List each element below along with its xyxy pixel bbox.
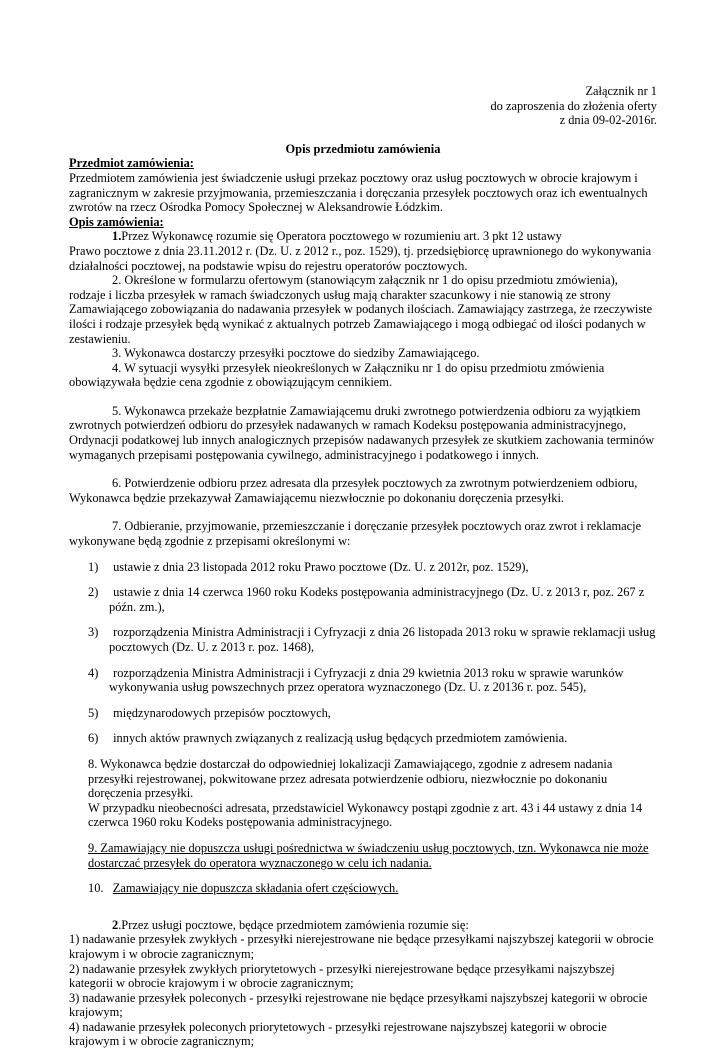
paragraph-4: 4. W sytuacji wysyłki przesyłek nieokreślonych w Załączniku nr 1 do opisu przedmiotu zmówienia obowiązywała będzie cena zgodnie z obowiązującym cennikiem. bbox=[69, 360, 605, 390]
list-item bbox=[69, 625, 657, 654]
paragraph-10-text: Zamawiający nie dopuszcza składania ofert częściowych. bbox=[112, 881, 399, 896]
list-item bbox=[69, 731, 657, 746]
paragraph-1-continued: Prawo pocztowe z dnia 23.11.2012 r. (Dz. U. z 2012 r., poz. 1529), tj. przedsiębiorcę uprawnionego do wykonywania działalności pocztowej, na podstawie wpisu do rejestru operatorów pocztowych. bbox=[69, 243, 652, 273]
list-item-number: 6) bbox=[88, 731, 99, 746]
list-item-text: ustawie z dnia 14 czerwca 1960 roku Kodeks postępowania administracyjnego (Dz. U. z 2013 r, poz. 267 z późn. zm.), bbox=[109, 585, 645, 614]
list-item bbox=[69, 666, 657, 695]
document-title: Opis przedmiotu zamówienia bbox=[285, 141, 441, 156]
header-line-1: Załącznik nr 1 bbox=[585, 84, 657, 98]
paragraph-10-number: 10. bbox=[88, 881, 104, 896]
list-item-text: międzynarodowych przepisów pocztowych, bbox=[113, 705, 331, 720]
list-item-number: 1) bbox=[88, 559, 99, 574]
header-line-2: do zaproszenia do złożenia oferty bbox=[490, 98, 657, 113]
paragraph-8-absence: W przypadku nieobecności adresata, przedstawiciel Wykonawcy postąpi zgodnie z art. 43 i 44 ustawy z dnia 14 czerwca 1960 roku Kodeks postępowania administracyjnego. bbox=[88, 800, 643, 830]
paragraph-10 bbox=[69, 881, 657, 896]
services-intro-number: 2 bbox=[112, 917, 119, 932]
list-item bbox=[69, 560, 657, 575]
service-item: 1) nadawanie przesyłek zwykłych - przesyłki nierejestrowane nie będące przesyłkami najszybszej kategorii w obrocie krajowym i w obrocie zagranicznym; bbox=[69, 932, 654, 961]
list-item-text: rozporządzenia Ministra Administracji i Cyfryzacji z dnia 29 kwietnia 2013 roku w sprawie warunków wykonywania usług powszechnych przez operatora wyznaczonego (Dz. U. z 20136 r. poz. 545), bbox=[109, 665, 624, 695]
paragraph-1 bbox=[69, 229, 657, 244]
service-item: 3) nadawanie przesyłek poleconych - przesyłki rejestrowane nie będące przesyłkami najszybszej kategorii w obrocie krajowym; bbox=[69, 990, 648, 1020]
list-item bbox=[69, 585, 657, 614]
paragraph-6: 6. Potwierdzenie odbioru przez adresata dla przesyłek pocztowych za zwrotnym potwierdzeniem odbioru, Wykonawca będzie przekazywał Zamawiającemu niezwłocznie po dokonaniu doręczenia przesyłki. bbox=[69, 476, 638, 505]
list-item-number: 3) bbox=[88, 625, 99, 640]
list-item-number: 5) bbox=[88, 705, 99, 720]
subject-text: Przedmiotem zamówienia jest świadczenie usługi przekaz pocztowy oraz usług pocztowych w obrocie krajowym i zagranicznym w zakresie przyjmowania, przemieszczania i doręczania przesyłek pocztowych oraz ich ewentualnych zwrotów na rzecz Ośrodka Pomocy Społecznej w Aleksandrowie Łódzkim. bbox=[69, 170, 648, 215]
document-page bbox=[69, 84, 657, 1049]
services-intro-text: .Przez usługi pocztowe, będące przedmiotem zamówienia rozumie się: bbox=[118, 917, 469, 932]
service-item: 4) nadawanie przesyłek poleconych priorytetowych - przesyłki rejestrowane najszybszej kategorii w obrocie krajowym i w obrocie zagranicznym; bbox=[69, 1019, 607, 1049]
paragraph-7: 7. Odbieranie, przyjmowanie, przemieszczanie i doręczanie przesyłek pocztowych oraz zwrot i reklamacje wykonywane będą zgodnie z przepisami określonymi w: bbox=[69, 519, 642, 549]
list-item-number: 2) bbox=[88, 585, 99, 600]
list-item-text: ustawie z dnia 23 listopada 2012 roku Prawo pocztowe (Dz. U. z 2012r, poz. 1529), bbox=[113, 559, 529, 574]
paragraph-1-line-a: Przez Wykonawcę rozumie się Operatora pocztowego w rozumieniu art. 3 pkt 12 ustawy bbox=[121, 229, 562, 244]
list-item-text: rozporządzenia Ministra Administracji i Cyfryzacji z dnia 26 listopada 2013 roku w sprawie reklamacji usług pocztowych (Dz. U. z 2013 r. poz. 1468), bbox=[109, 625, 656, 654]
regulations-list bbox=[69, 560, 657, 746]
paragraph-8 bbox=[69, 757, 657, 830]
list-item-number: 4) bbox=[88, 665, 99, 680]
paragraph-2: 2. Określone w formularzu ofertowym (stanowiącym załącznik nr 1 do opisu przedmiotu zmówienia), rodzaje i liczba przesyłek w ramach świadczonych usług mają charakter szacunkowy i nie stanowią ze strony Zamawiającego zobowiązania do nadawania przesyłek w podanych ilościach. Zamawiający zastrzega, że rzeczywiste ilości i rodzaje przesyłek będą wynikać z aktualnych potrzeb Zamawiającego i mogą odbiegać od ilości podanych w zestawieniu. bbox=[69, 273, 653, 346]
list-item bbox=[69, 706, 657, 721]
services-intro bbox=[69, 918, 657, 933]
list-item-text: innych aktów prawnych związanych z realizacją usług będących przedmiotem zamówienia. bbox=[113, 731, 568, 746]
paragraph-1-number: 1. bbox=[112, 229, 122, 244]
service-item: 2) nadawanie przesyłek zwykłych priorytetowych - przesyłki nierejestrowane będące przesyłkami najszybszej kategorii w obrocie krajowym i w obrocie zagranicznym; bbox=[69, 961, 615, 991]
attachment-header bbox=[69, 84, 657, 128]
description-heading: Opis zamówienia: bbox=[69, 214, 164, 229]
paragraph-9: 9. Zamawiający nie dopuszcza usługi pośrednictwa w świadczeniu usług pocztowych, tzn. Wykonawca nie może dostarczać przesyłek do operatora wyznaczonego w celu ich nadania. bbox=[88, 840, 649, 870]
paragraph-5: 5. Wykonawca przekaże bezpłatnie Zamawiającemu druki zwrotnego potwierdzenia odbioru za wyjątkiem zwrotnych potwierdzeń odbioru do przesyłek nadawanych w ramach Kodeksu postępowania administracyjnego, Ordynacji podatkowej lub innych analogicznych przepisów nadawanych przesyłek ze skutkiem zachowania terminów wymaganych przepisami postępowania cywilnego, administracyjnego i podatkowego i innych. bbox=[69, 403, 655, 462]
header-line-3: z dnia 09-02-2016r. bbox=[559, 113, 657, 128]
paragraph-3: 3. Wykonawca dostarczy przesyłki pocztowe do siedziby Zamawiającego. bbox=[112, 346, 480, 361]
subject-heading: Przedmiot zamówienia: bbox=[69, 156, 194, 171]
paragraph-8-text: 8. Wykonawca będzie dostarczał do odpowiedniej lokalizacji Zamawiającego, zgodnie z adresem nadania przesyłki rejestrowanej, pokwitowane przez adresata potwierdzenie odbioru, niezwłocznie po dokonaniu doręczenia przesyłki. bbox=[88, 756, 613, 801]
